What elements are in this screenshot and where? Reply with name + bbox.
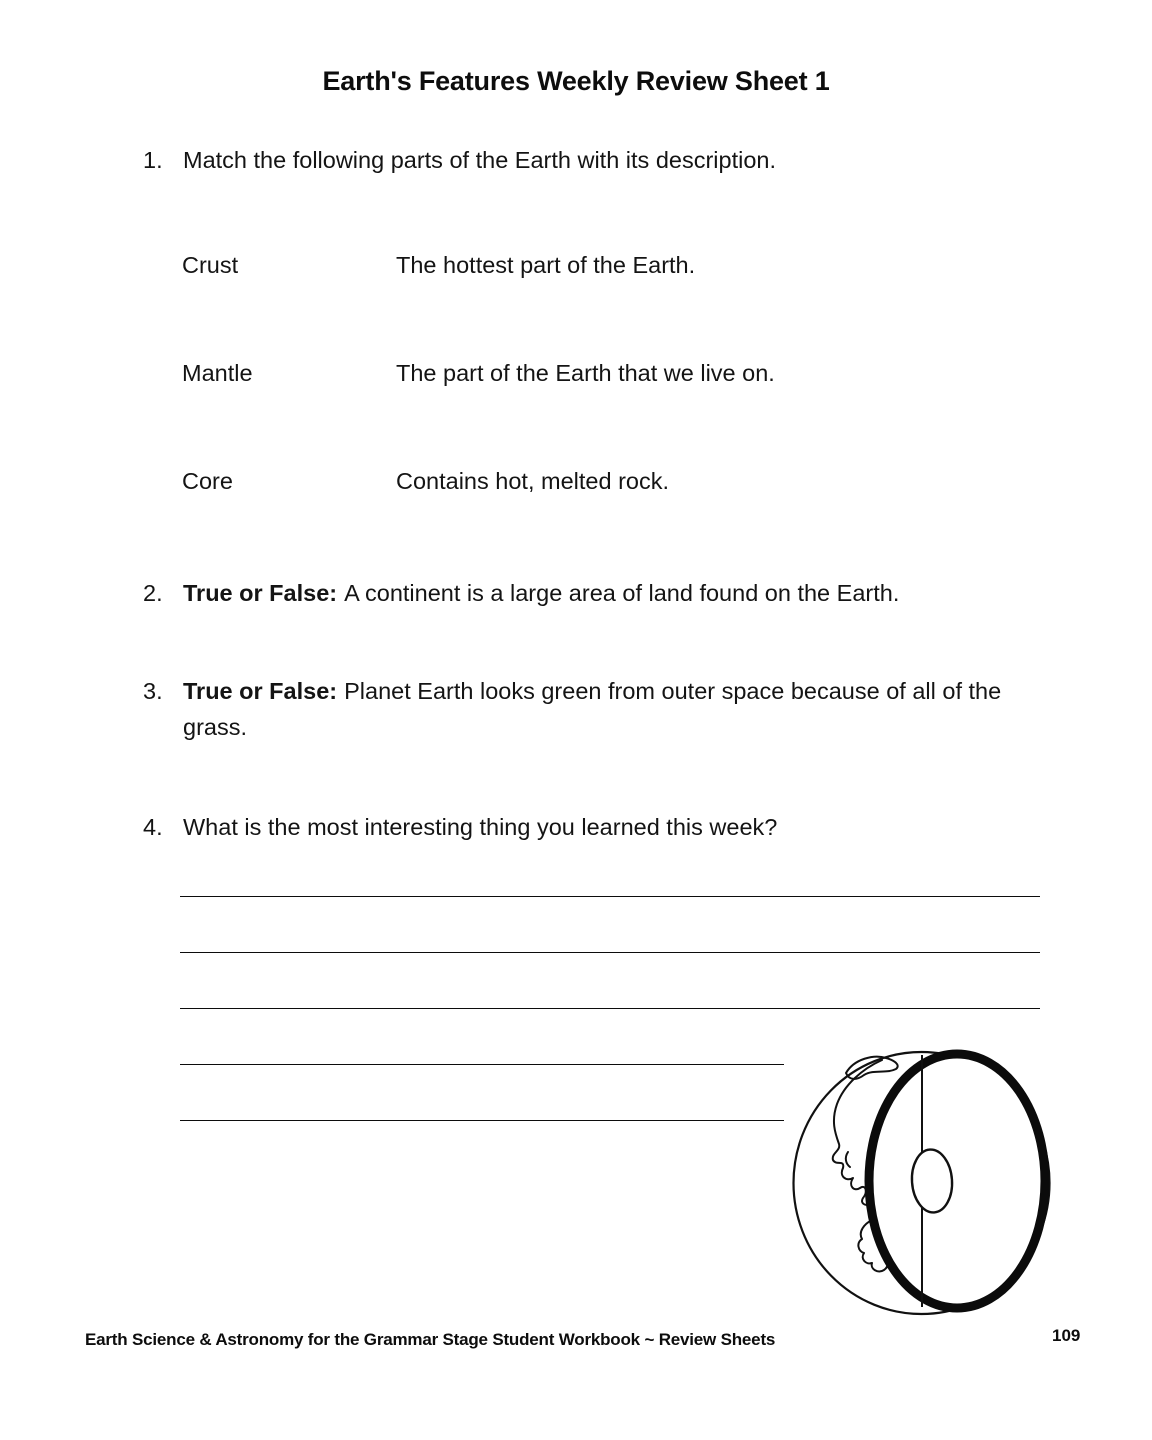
page-title: Earth's Features Weekly Review Sheet 1 — [322, 66, 830, 96]
question-1-text: Match the following parts of the Earth with its description. — [183, 147, 777, 173]
match-row — [182, 466, 669, 496]
answer-line[interactable] — [180, 1008, 1040, 1009]
match-term-core: Core — [182, 468, 233, 494]
question-2-statement: A continent is a large area of land found on the Earth. — [344, 580, 900, 606]
page-number: 109 — [1052, 1326, 1081, 1345]
question-4 — [143, 809, 777, 845]
match-term-crust: Crust — [182, 252, 239, 278]
footer-text: Earth Science & Astronomy for the Grammar Stage Student Workbook ~ Review Sheets — [85, 1330, 776, 1349]
answer-line[interactable] — [180, 1120, 784, 1121]
match-row — [182, 250, 695, 280]
earth-cutaway-icon — [786, 1040, 1056, 1322]
question-2-text — [183, 575, 899, 611]
question-2 — [143, 575, 899, 611]
question-3 — [143, 673, 1055, 745]
match-description: The part of the Earth that we live on. — [396, 360, 775, 386]
true-or-false-label: True or False: — [183, 678, 338, 704]
match-term-mantle: Mantle — [182, 360, 253, 386]
question-4-text: What is the most interesting thing you learned this week? — [183, 814, 778, 840]
answer-line[interactable] — [180, 1064, 784, 1065]
question-3-text — [183, 673, 1055, 745]
answer-line[interactable] — [180, 896, 1040, 897]
question-1 — [143, 142, 776, 178]
match-description: Contains hot, melted rock. — [396, 468, 669, 494]
answer-line[interactable] — [180, 952, 1040, 953]
true-or-false-label: True or False: — [183, 580, 338, 606]
question-2-number: 2. — [143, 580, 163, 606]
question-3-statement: Planet Earth looks green from outer space because of all of the grass. — [183, 678, 1002, 740]
match-row — [182, 358, 775, 388]
question-3-number: 3. — [143, 678, 163, 704]
question-1-number: 1. — [143, 147, 163, 173]
match-description: The hottest part of the Earth. — [396, 252, 696, 278]
question-4-number: 4. — [143, 814, 163, 840]
